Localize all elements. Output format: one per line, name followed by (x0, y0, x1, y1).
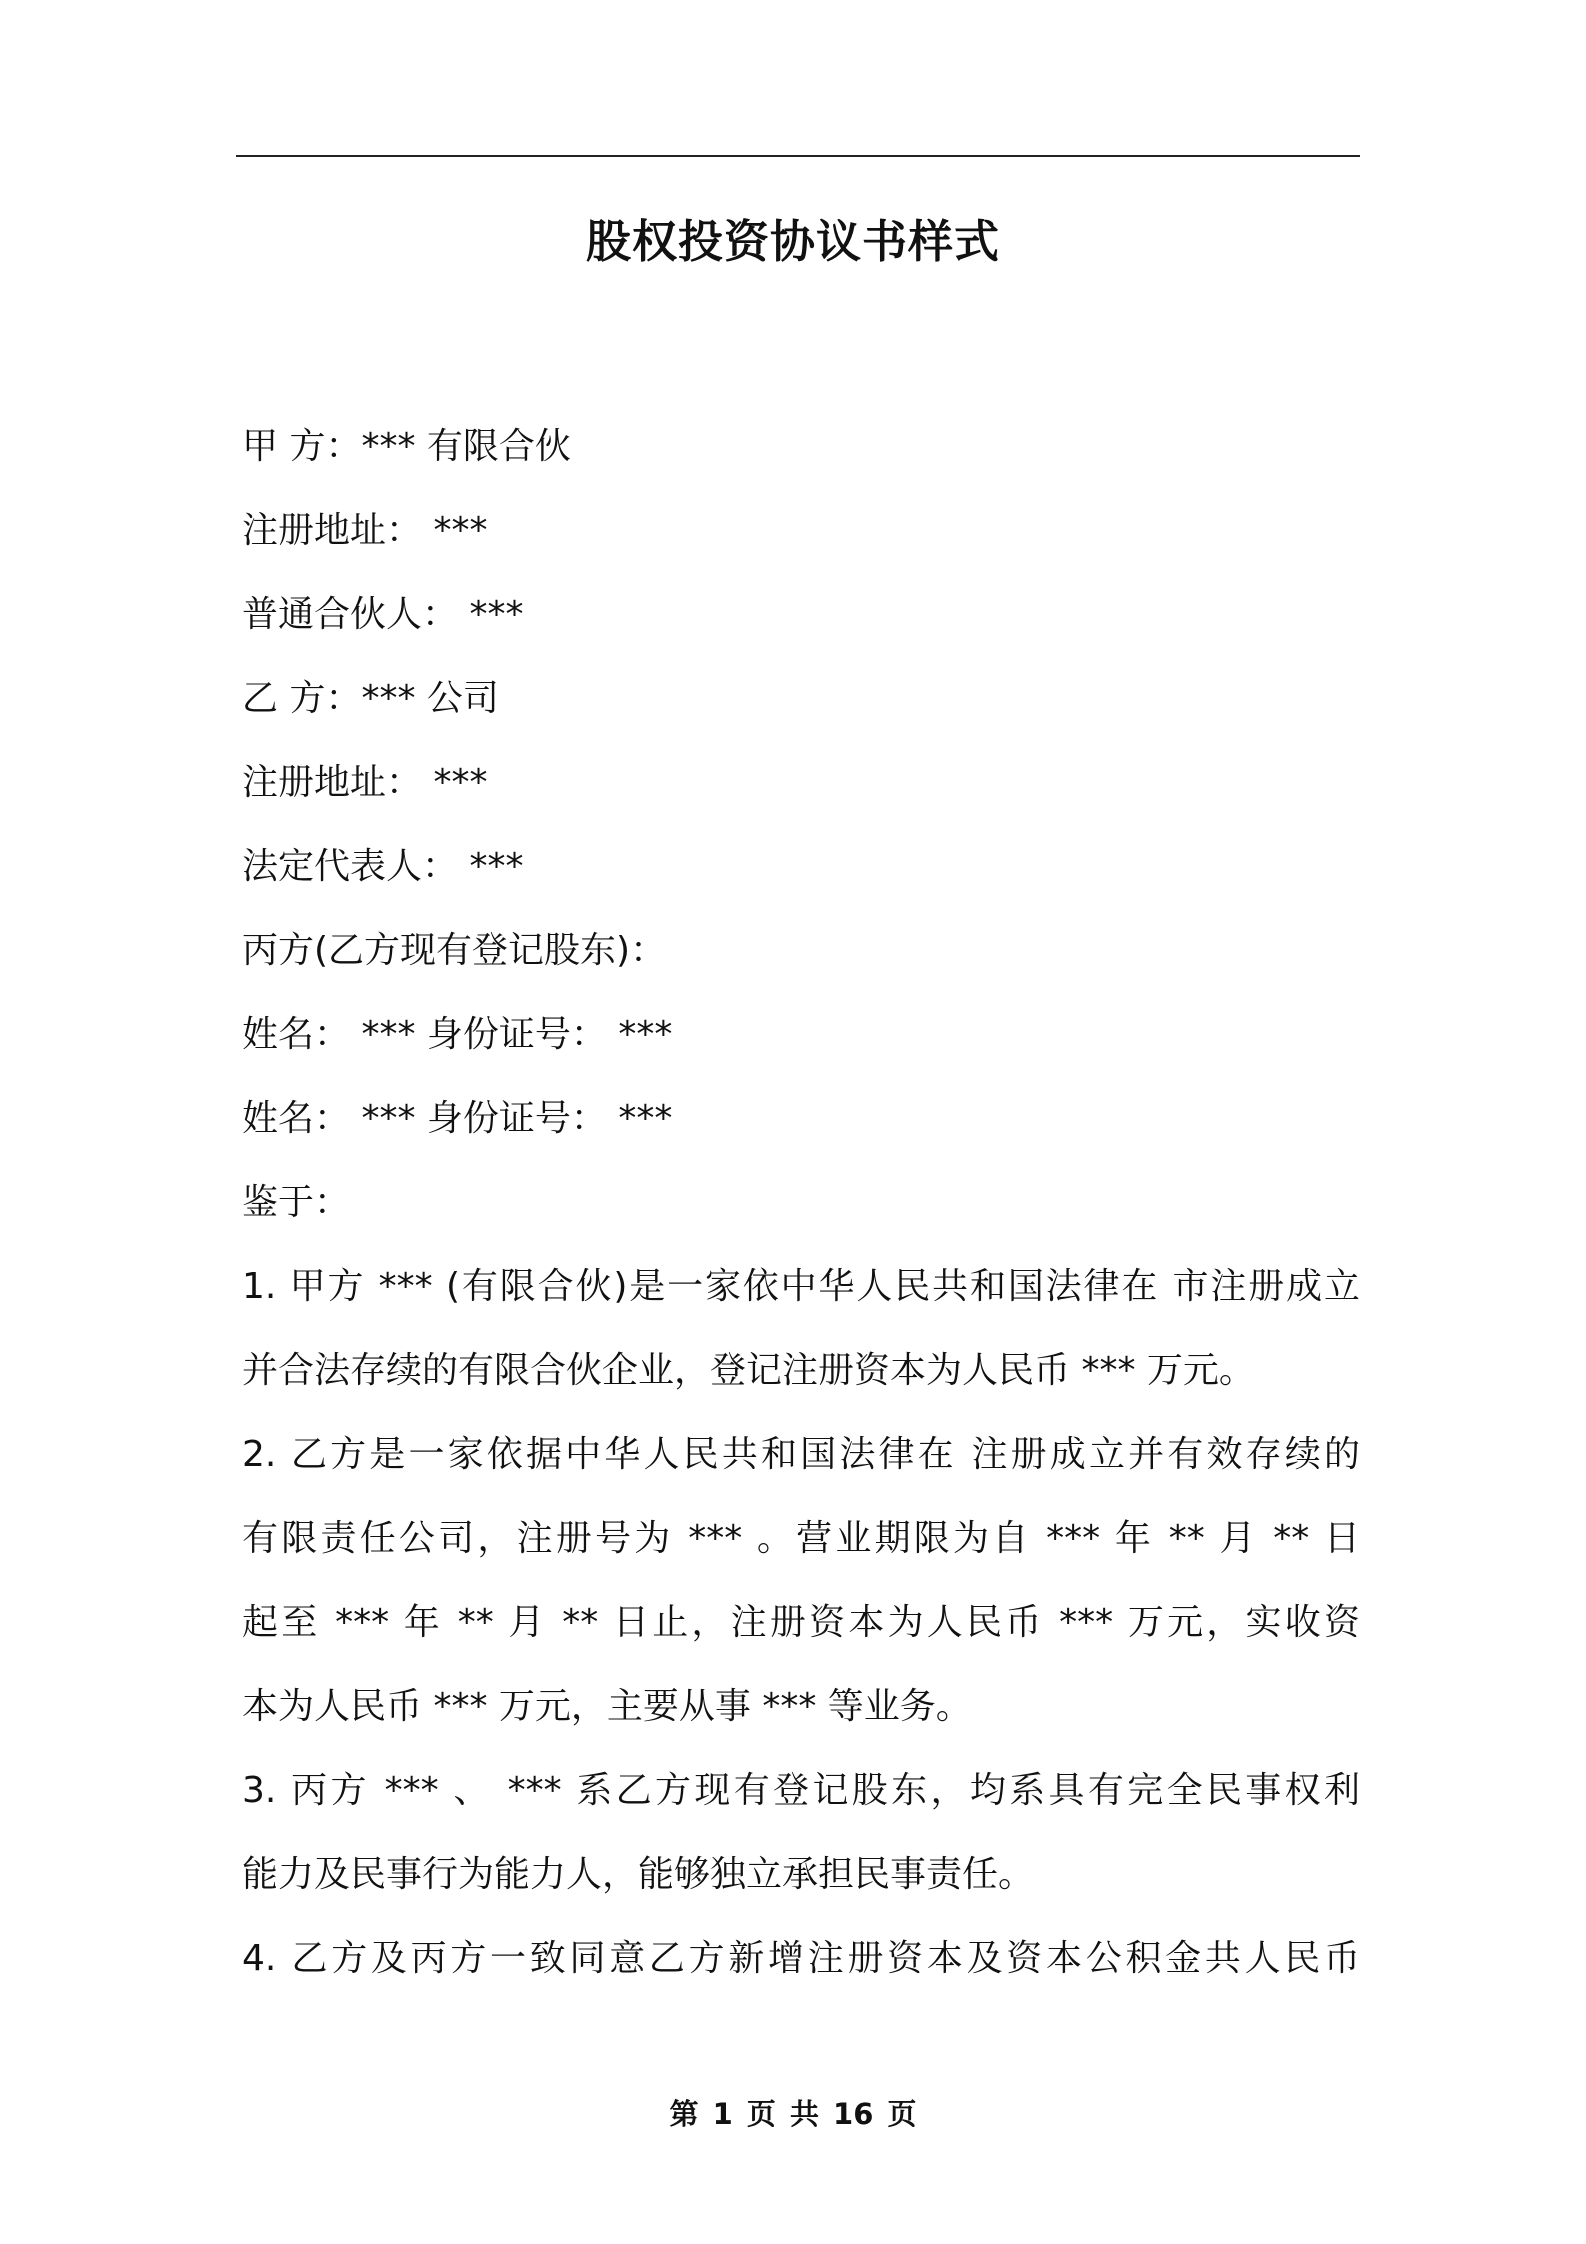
recital-paragraph-2 (242, 1413, 1360, 1749)
paragraph-line: 起至 *** 年 ** 月 ** 日止，注册资本为人民币 *** 万元，实收资 (242, 1602, 1360, 1643)
paragraph-line: 2. 乙方是一家依据中华人民共和国法律在 注册成立并有效存续的 (242, 1434, 1360, 1475)
recital-paragraph-1 (242, 1245, 1360, 1413)
shareholder-line: 姓名： *** 身份证号： *** (242, 1014, 673, 1055)
document-title: 股权投资协议书样式 (585, 215, 1000, 268)
document-body (242, 405, 1360, 2001)
paragraph-line: 4. 乙方及丙方一致同意乙方新增注册资本及资本公积金共人民币 (242, 1938, 1360, 1979)
party-c-heading: 丙方(乙方现有登记股东)： (242, 930, 667, 971)
paragraph-line: 能力及民事行为能力人，能够独立承担民事责任。 (242, 1854, 1035, 1895)
page-number: 第 1 页 共 16 页 (669, 2097, 917, 2131)
recital-paragraph-4 (242, 1917, 1360, 2001)
paragraph-line: 1. 甲方 *** (有限合伙)是一家依中华人民共和国法律在 市注册成立 (242, 1266, 1360, 1307)
shareholder-line: 姓名： *** 身份证号： *** (242, 1098, 673, 1139)
recital-paragraph-3 (242, 1749, 1360, 1917)
header-rule (236, 155, 1360, 157)
whereas-heading: 鉴于： (242, 1182, 351, 1223)
paragraph-line: 并合法存续的有限合伙企业，登记注册资本为人民币 *** 万元。 (242, 1350, 1255, 1391)
paragraph-line: 有限责任公司，注册号为 *** 。营业期限为自 *** 年 ** 月 ** 日 (242, 1518, 1360, 1559)
legal-representative-line: 法定代表人： *** (242, 846, 524, 887)
party-b-address-line: 注册地址： *** (242, 762, 488, 803)
party-a-line: 甲 方：*** 有限合伙 (242, 426, 571, 467)
general-partner-line: 普通合伙人： *** (242, 594, 524, 635)
paragraph-line: 3. 丙方 *** 、 *** 系乙方现有登记股东，均系具有完全民事权利 (242, 1770, 1360, 1811)
paragraph-line: 本为人民币 *** 万元，主要从事 *** 等业务。 (242, 1686, 972, 1727)
party-a-address-line: 注册地址： *** (242, 510, 488, 551)
party-b-line: 乙 方：*** 公司 (242, 678, 499, 719)
